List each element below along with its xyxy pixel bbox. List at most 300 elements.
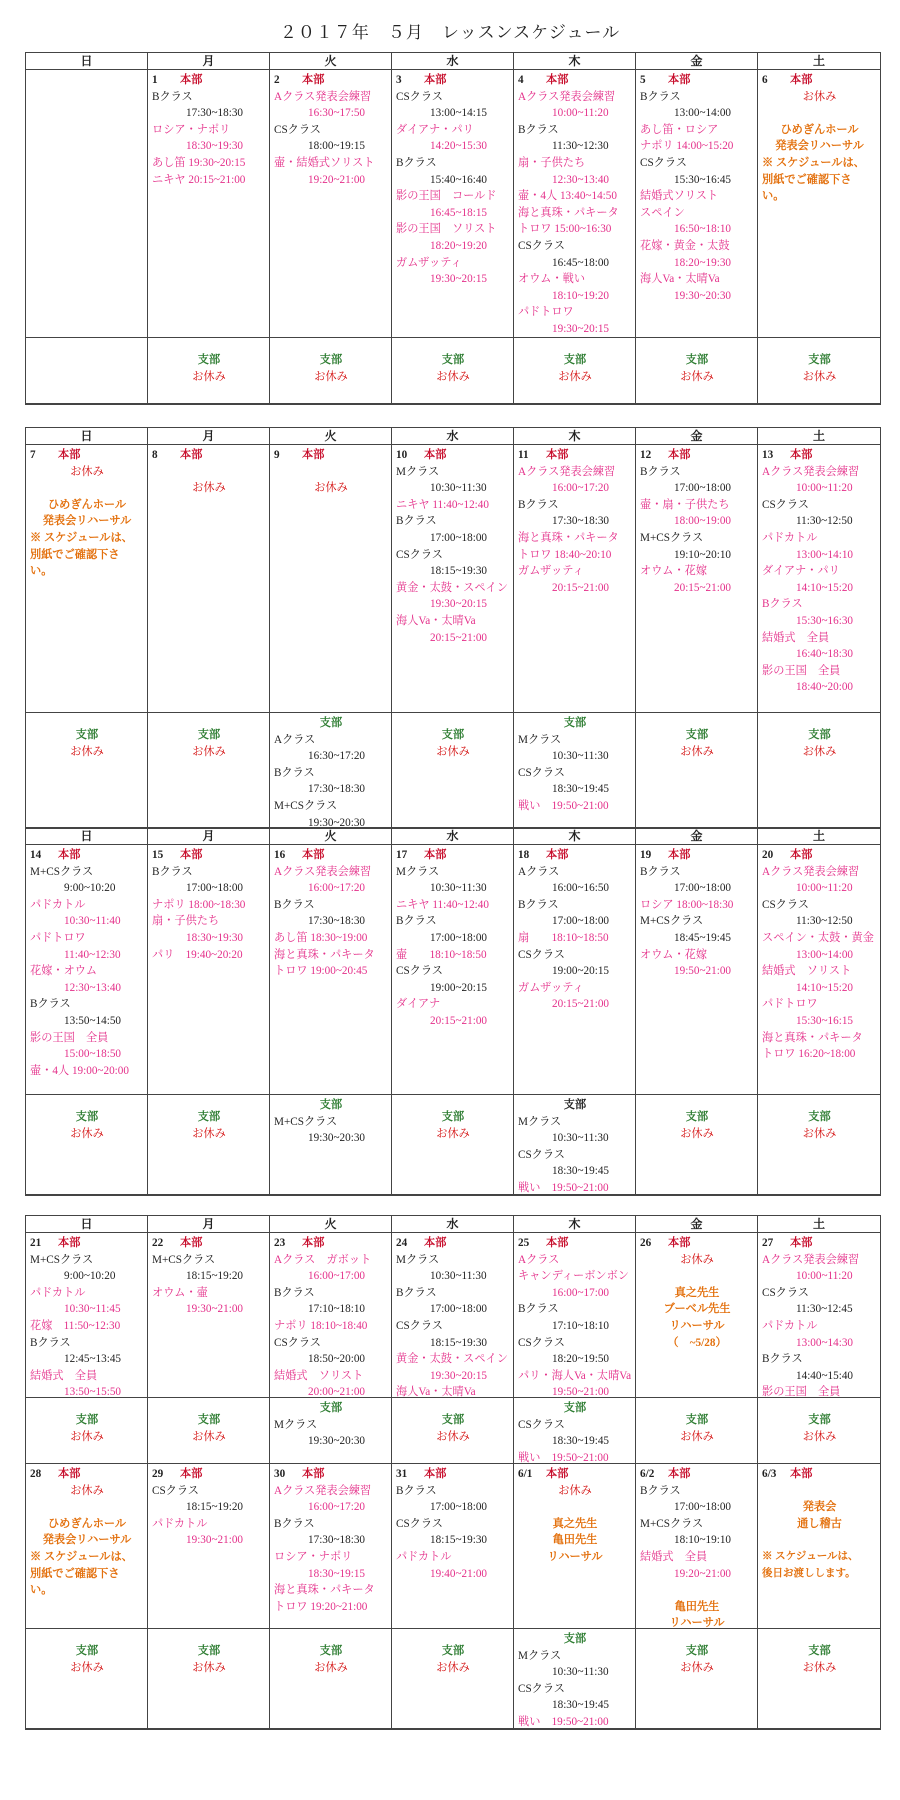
closed-label: お休み [70,1127,104,1140]
schedule-line: ガムザッティ [518,981,584,994]
schedule-line: 黄金・太鼓・スペイン [396,1353,508,1366]
closed-label: お休み [802,1430,837,1443]
schedule-line: 17:10~18:10 [308,1303,366,1316]
schedule-line: 15:40~16:40 [430,173,488,186]
schedule-line: リハーサル [669,1319,725,1332]
schedule-line: Mクラス [396,465,440,478]
schedule-line: 12:30~13:40 [552,173,610,186]
schedule-line: 20:15~21:00 [552,581,610,594]
shibu-label: 支部 [441,354,465,366]
schedule-line: パドカトル [30,1286,86,1299]
honbu-label: 本部 [302,74,325,86]
weekday-header: 水 [392,53,514,70]
schedule-line: 結婚式 全員 [30,1369,98,1382]
schedule-line: 19:30~20:15 [430,598,488,611]
schedule-line: M+CSクラス [640,531,704,544]
day-header [762,847,877,864]
schedule-line: 18:10~19:20 [552,289,610,302]
closed-label: お休み [436,1430,470,1443]
schedule-line: Aクラス [274,733,316,746]
schedule-line: あし笛 19:30~20:15 [152,156,246,169]
schedule-line: M+CSクラス [640,915,704,928]
schedule-line: 壷 18:10~18:50 [396,948,487,961]
schedule-line: CSクラス [396,1319,443,1332]
schedule-line: 亀田先生 [552,1534,598,1547]
schedule-line: 19:10~20:10 [674,548,732,561]
schedule-line: 19:30~20:30 [308,1132,366,1145]
schedule-line: 19:30~20:15 [430,273,488,286]
schedule-line: 影の王国 全員 [762,664,841,677]
weekday-header: 土 [758,53,880,70]
day-cell [392,1464,514,1629]
honbu-label: 本部 [180,1237,203,1249]
closed-label: お休み [436,745,470,758]
schedule-line [762,105,877,122]
schedule-line: 花嫁・黄金・太鼓 [640,239,730,252]
honbu-label: 本部 [424,1468,447,1480]
schedule-line: 16:00~16:50 [552,882,610,895]
schedule-line: 18:15~19:30 [430,565,488,578]
closed-label: お休み [802,1127,837,1140]
day-number: 1 [152,74,158,86]
schedule-line: 14:10~15:20 [796,981,854,994]
schedule-line: ダイアナ・パリ [762,565,840,578]
day-number: 6/3 [762,1468,777,1480]
day-number: 30 [274,1468,286,1480]
schedule-line: ニキヤ 11:40~12:40 [396,898,489,911]
weekday-header: 月 [148,428,270,445]
schedule-line: Aクラス発表会練習 [762,865,860,878]
schedule-line: ガムザッティ [396,256,462,269]
weekday-header: 土 [758,1216,880,1233]
day-header [518,1235,632,1252]
day-header [30,447,144,464]
closed-label: お休み [70,1484,104,1497]
day-header [396,847,510,864]
schedule-line: 18:50~20:00 [308,1353,366,1366]
schedule-line: 11:30~12:30 [552,140,609,153]
closed-label: お休み [802,745,837,758]
shibu-label: 支部 [808,354,831,366]
day-cell [26,845,148,1095]
schedule-line: M+CSクラス [30,865,94,878]
branch-cell [26,713,148,828]
schedule-line: CSクラス [518,1336,565,1349]
branch-cell [758,713,880,828]
schedule-line: Bクラス [518,123,559,136]
schedule-line: 結婚式ソリスト [640,190,719,203]
honbu-label: 本部 [302,1468,325,1480]
day-cell [26,1464,148,1629]
schedule-line: ガムザッティ [518,565,584,578]
day-number: 11 [518,449,529,461]
schedule-line: Bクラス [396,1484,437,1497]
schedule-line: CSクラス [518,1682,565,1695]
schedule-line: 19:30~20:30 [308,816,366,828]
schedule-line: 18:00~19:15 [308,140,366,153]
schedule-line: 18:00~19:00 [674,515,732,528]
week-block [25,1215,881,1730]
schedule-line: 海と真珠・パキータ [518,531,619,544]
schedule-line: 15:30~16:30 [796,614,854,627]
day-cell [758,845,880,1095]
schedule-line: 17:30~18:30 [308,783,366,796]
day-header [518,72,632,89]
schedule-line: 海人Va・太晴Va [396,614,476,627]
day-cell [514,845,636,1095]
closed-label: お休み [802,1661,837,1674]
schedule-line: 19:20~21:00 [674,1567,732,1580]
day-cell [392,845,514,1095]
schedule-line: 18:15~19:30 [430,1534,488,1547]
day-header [518,847,632,864]
day-header [274,1235,388,1252]
schedule-line: 13:00~14:30 [796,1336,854,1349]
day-cell [148,445,270,713]
honbu-label: 本部 [668,1468,691,1480]
schedule-line: M+CSクラス [640,1517,704,1530]
schedule-line: 17:00~18:00 [430,931,488,944]
schedule-line: 20:15~21:00 [552,998,610,1011]
schedule-line: CSクラス [396,548,443,561]
day-header [396,1235,510,1252]
schedule-line: パドカトル [762,1319,818,1332]
schedule-line: 海と真珠・パキータ [762,1031,863,1044]
day-cell [514,1233,636,1398]
schedule-line: ※ スケジュールは、 [762,156,865,169]
schedule-line: 発表会 [802,1501,837,1514]
schedule-line: 12:30~13:40 [64,981,122,994]
schedule-line [762,1483,877,1500]
day-header [396,1466,510,1483]
branch-cell [636,1629,758,1729]
schedule-line: 18:15~19:20 [186,1270,244,1283]
schedule-line: 10:30~11:30 [552,1666,609,1679]
day-number: 19 [640,849,652,861]
day-number: 9 [274,449,280,461]
schedule-line: 影の王国 全員 [762,1386,841,1398]
branch-cell [270,1398,392,1464]
schedule-line: 17:30~18:30 [308,915,366,928]
weekday-header: 水 [392,428,514,445]
closed-label: お休み [802,90,837,103]
schedule-line: ニキヤ 11:40~12:40 [396,498,489,511]
schedule-line: Bクラス [152,865,193,878]
schedule-line: 10:30~11:30 [430,1270,487,1283]
weekday-header: 土 [758,428,880,445]
day-cell [514,70,636,338]
schedule-line: 通し稽古 [797,1517,842,1530]
day-number: 3 [396,74,402,86]
day-header [274,447,388,464]
schedule-line: スペイン・太鼓・黄金 [762,931,874,944]
schedule-line: 別紙でご確認下さ [30,548,120,561]
day-header [274,847,388,864]
week-block [25,427,881,829]
honbu-label: 本部 [180,449,203,461]
closed-label: お休み [802,370,837,383]
schedule-line: Bクラス [640,1484,681,1497]
closed-label: お休み [192,481,226,494]
schedule-line: 15:30~16:15 [796,1014,854,1027]
weekday-header: 木 [514,53,636,70]
day-header [640,72,754,89]
branch-cell [758,338,880,404]
schedule-line: 花嫁・オウム [30,965,98,978]
schedule-line: 壷・4人 13:40~14:50 [518,190,617,203]
schedule-line: ロシア・ナポリ [274,1550,353,1563]
branch-cell [636,1095,758,1195]
schedule-line: 14:10~15:20 [796,581,854,594]
day-cell [270,1464,392,1629]
weekday-header: 火 [270,428,392,445]
closed-label: お休み [436,1127,470,1140]
schedule-line: Mクラス [396,865,440,878]
schedule-line: 15:30~16:45 [674,173,732,186]
schedule-line: ひめぎんホール [47,498,127,511]
weekday-header: 月 [148,828,270,845]
schedule-line: リハーサル [547,1550,603,1563]
schedule-line: Bクラス [274,1286,315,1299]
weekday-header: 水 [392,1216,514,1233]
honbu-label: 本部 [180,1468,203,1480]
schedule-line: 戦い 19:50~21:00 [518,1715,609,1728]
branch-cell [148,713,270,828]
schedule-line: 17:00~18:00 [674,482,732,495]
closed-label: お休み [70,465,104,478]
weekday-header: 日 [26,53,148,70]
day-header [274,1466,388,1483]
schedule-line: 10:30~11:30 [430,482,487,495]
day-header [640,1235,754,1252]
schedule-line: 10:00~11:20 [796,882,853,895]
schedule-line: 16:50~18:10 [674,223,732,236]
schedule-line: あし笛 18:30~19:00 [274,931,368,944]
schedule-line: 発表会リハーサル [42,1534,132,1547]
branch-cell [758,1629,880,1729]
branch-cell [148,1398,270,1464]
day-header [152,447,266,464]
schedule-line: ナポリ 18:00~18:30 [152,898,246,911]
closed-label: お休み [70,1430,104,1443]
day-cell [148,1233,270,1398]
shibu-label: 支部 [197,1645,221,1657]
schedule-line: 17:00~18:00 [430,1501,488,1514]
schedule-line: 13:00~14:00 [796,948,854,961]
schedule-line: 10:30~11:45 [64,1303,121,1316]
day-number: 20 [762,849,774,861]
day-header [518,1466,632,1483]
schedule-line: 真之先生 [674,1286,720,1299]
schedule-line: 18:30~19:30 [186,140,244,153]
honbu-label: 本部 [58,449,81,461]
schedule-line: 18:30~19:30 [186,931,244,944]
schedule-line: 10:30~11:30 [552,1132,609,1145]
day-cell [392,445,514,713]
day-number: 28 [30,1468,42,1480]
weekday-header: 火 [270,828,392,845]
schedule-line: Aクラス [518,1253,560,1266]
schedule-line: 18:30~19:45 [552,1165,610,1178]
shibu-label: 支部 [197,729,221,741]
schedule-line: パドトロワ [30,931,86,944]
schedule-line: 18:20~19:20 [430,239,488,252]
weekday-header: 木 [514,428,636,445]
closed-label: お休み [680,1127,714,1140]
schedule-line: 17:30~18:30 [186,107,244,120]
schedule-line: い。 [30,1584,53,1597]
day-number: 26 [640,1237,652,1249]
week-block [25,827,881,1196]
honbu-label: 本部 [302,449,325,461]
day-header [518,447,632,464]
honbu-label: 本部 [790,74,813,86]
schedule-line: Mクラス [518,733,562,746]
schedule-line: 13:50~14:50 [64,1014,122,1027]
closed-label: お休み [558,1484,592,1497]
schedule-line: 扇 18:10~18:50 [518,931,609,944]
weekday-header: 木 [514,1216,636,1233]
schedule-line: ※ スケジュールは、 [30,1550,133,1563]
honbu-label: 本部 [790,1468,813,1480]
schedule-line: パドカトル [396,1550,452,1563]
day-cell [148,70,270,338]
schedule-line: 10:00~11:20 [796,1270,853,1283]
schedule-line: ※ スケジュールは、 [762,1550,859,1562]
schedule-line: ロシア 18:00~18:30 [640,898,734,911]
day-header [152,1466,266,1483]
schedule-line: CSクラス [396,965,443,978]
honbu-label: 本部 [302,849,325,861]
schedule-line [30,1499,144,1516]
schedule-line: 19:30~20:15 [552,322,610,335]
honbu-label: 本部 [546,1237,569,1249]
day-number: 6/1 [518,1468,533,1480]
day-cell [636,445,758,713]
shibu-label: 支部 [685,729,709,741]
schedule-line: M+CSクラス [274,1115,338,1128]
shibu-label: 支部 [441,729,465,741]
schedule-line: 結婚式 ソリスト [762,965,852,978]
day-number: 27 [762,1237,774,1249]
schedule-line: 発表会リハーサル [775,140,864,153]
honbu-label: 本部 [546,74,569,86]
schedule-line: Bクラス [640,465,681,478]
schedule-line: パドトロワ [762,998,818,1011]
schedule-line: CSクラス [396,90,443,103]
honbu-label: 本部 [546,449,569,461]
schedule-line: 19:40~21:00 [430,1567,488,1580]
branch-cell [636,713,758,828]
shibu-label: 支部 [563,1099,587,1111]
closed-label: お休み [314,1661,348,1674]
schedule-line: 黄金・太鼓・スペイン [396,581,508,594]
day-cell [26,445,148,713]
schedule-line: Aクラス ガボット [274,1253,372,1266]
honbu-label: 本部 [424,1237,447,1249]
day-number: 22 [152,1237,164,1249]
day-header [762,447,877,464]
branch-cell [514,1398,636,1464]
schedule-line: M+CSクラス [152,1253,216,1266]
schedule-line: 10:30~11:30 [552,750,609,763]
schedule-line: Bクラス [30,1336,71,1349]
day-number: 8 [152,449,158,461]
shibu-label: 支部 [441,1111,465,1123]
day-cell [392,70,514,338]
schedule-line: 16:00~17:20 [308,1501,366,1514]
branch-cell [636,338,758,404]
schedule-line: Aクラス発表会練習 [762,465,860,478]
schedule-line: 18:30~19:45 [552,783,610,796]
weekday-header: 日 [26,828,148,845]
shibu-label: 支部 [685,1645,709,1657]
schedule-line: CSクラス [762,898,809,911]
schedule-line: 10:00~11:20 [552,107,609,120]
schedule-line: Bクラス [396,156,437,169]
day-header [30,847,144,864]
schedule-line: CSクラス [640,156,687,169]
schedule-line: 16:45~18:00 [552,256,610,269]
honbu-label: 本部 [424,74,447,86]
weekday-header: 火 [270,53,392,70]
day-number: 16 [274,849,286,861]
schedule-line: 11:30~12:45 [796,1303,853,1316]
day-cell [26,70,148,338]
schedule-line: 別紙でご確認下さ [762,173,852,186]
schedule-line: ロシア・ナポリ [152,123,231,136]
schedule-line: ナポリ 14:00~15:20 [640,140,734,153]
shibu-label: 支部 [75,1414,99,1426]
schedule-line: Bクラス [274,766,315,779]
schedule-line: スペイン [640,206,685,219]
day-header [396,72,510,89]
schedule-line: 16:30~17:50 [308,107,366,120]
honbu-label: 本部 [546,849,569,861]
day-number: 7 [30,449,36,461]
day-cell [636,845,758,1095]
day-number: 13 [762,449,774,461]
day-cell [636,70,758,338]
branch-cell [26,338,148,404]
schedule-line: 18:30~19:15 [308,1567,366,1580]
schedule-line: 17:00~18:00 [430,531,488,544]
schedule-line: パドカトル [30,898,86,911]
schedule-line: 19:00~20:15 [430,981,488,994]
schedule-line: 18:30~19:45 [552,1435,610,1448]
schedule-line: 19:30~20:30 [308,1435,366,1448]
schedule-line: Bクラス [640,865,681,878]
schedule-line: 9:00~10:20 [64,882,116,895]
schedule-line: 戦い 19:50~21:00 [518,1451,609,1464]
schedule-line: 結婚式 全員 [762,631,830,644]
schedule-line: Bクラス [518,498,559,511]
honbu-label: 本部 [302,1237,325,1249]
honbu-label: 本部 [58,1468,81,1480]
schedule-line: 海と真珠・パキータ [518,206,619,219]
schedule-line: 18:20~19:30 [674,256,732,269]
day-cell [148,1464,270,1629]
day-header [30,1466,144,1483]
schedule-line: 20:15~21:00 [430,631,488,644]
schedule-line: 13:00~14:00 [674,107,732,120]
schedule-line: Bクラス [762,1353,803,1366]
schedule-line: 亀田先生 [674,1600,720,1613]
schedule-line: CSクラス [518,948,565,961]
honbu-label: 本部 [790,449,813,461]
schedule-line: CSクラス [518,1148,565,1161]
branch-cell [758,1095,880,1195]
